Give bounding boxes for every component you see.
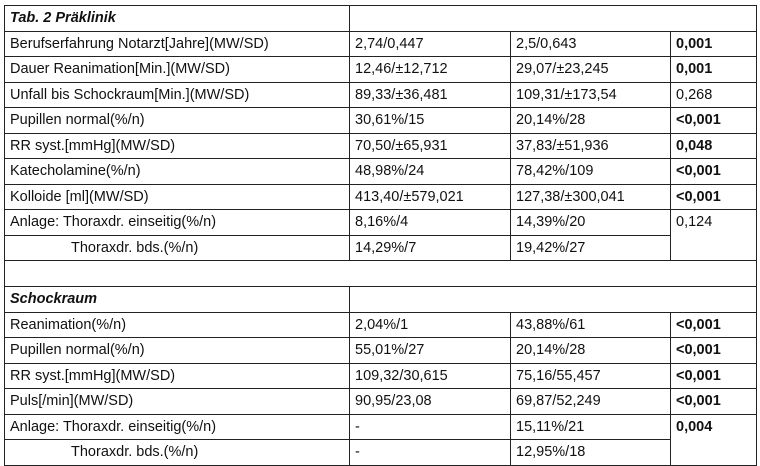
thorax-row-bilateral	[5, 440, 757, 466]
group1-value: 413,40/±579,021	[350, 184, 511, 210]
section-header-empty	[350, 6, 757, 32]
group1-value: 55,01%/27	[350, 338, 511, 364]
p-value: <0,001	[671, 159, 757, 185]
p-value: <0,001	[671, 389, 757, 415]
p-value: <0,001	[671, 338, 757, 364]
row-label: Kolloide [ml](MW/SD)	[5, 184, 350, 210]
group1-value: 48,98%/24	[350, 159, 511, 185]
group2-value: 14,39%/20	[511, 210, 671, 236]
group2-value: 20,14%/28	[511, 108, 671, 134]
table-row	[5, 133, 757, 159]
row-label: Dauer Reanimation[Min.](MW/SD)	[5, 57, 350, 83]
row-label: Puls[/min](MW/SD)	[5, 389, 350, 415]
table-row	[5, 82, 757, 108]
p-value: 0,004	[671, 414, 757, 465]
group1-value: -	[350, 440, 511, 466]
table-row	[5, 108, 757, 134]
table-row	[5, 31, 757, 57]
p-value: <0,001	[671, 108, 757, 134]
group2-value: 15,11%/21	[511, 414, 671, 440]
group1-value: 2,04%/1	[350, 312, 511, 338]
p-value: <0,001	[671, 363, 757, 389]
thorax-row-bilateral	[5, 235, 757, 261]
group1-value: 2,74/0,447	[350, 31, 511, 57]
table-row	[5, 338, 757, 364]
row-label: Pupillen normal(%/n)	[5, 338, 350, 364]
row-label: Pupillen normal(%/n)	[5, 108, 350, 134]
p-value: 0,268	[671, 82, 757, 108]
row-label: RR syst.[mmHg](MW/SD)	[5, 133, 350, 159]
section-header-row	[5, 287, 757, 313]
row-label: Katecholamine(%/n)	[5, 159, 350, 185]
group2-value: 20,14%/28	[511, 338, 671, 364]
p-value: <0,001	[671, 184, 757, 210]
group2-value: 43,88%/61	[511, 312, 671, 338]
p-value: 0,048	[671, 133, 757, 159]
group2-value: 127,38/±300,041	[511, 184, 671, 210]
row-label: Anlage: Thoraxdr. einseitig(%/n)	[5, 210, 350, 236]
thorax-row-unilateral	[5, 414, 757, 440]
spacer-cell	[5, 261, 757, 287]
p-value: <0,001	[671, 312, 757, 338]
p-value: 0,001	[671, 31, 757, 57]
group1-value: 12,46/±12,712	[350, 57, 511, 83]
group1-value: 8,16%/4	[350, 210, 511, 236]
row-label: Thoraxdr. bds.(%/n)	[5, 235, 350, 261]
group1-value: 90,95/23,08	[350, 389, 511, 415]
p-value: 0,001	[671, 57, 757, 83]
section-header-row	[5, 6, 757, 32]
thorax-row-unilateral	[5, 210, 757, 236]
group2-value: 78,42%/109	[511, 159, 671, 185]
group1-value: 89,33/±36,481	[350, 82, 511, 108]
table-row	[5, 363, 757, 389]
row-label: RR syst.[mmHg](MW/SD)	[5, 363, 350, 389]
spacer-row	[5, 261, 757, 287]
table-row	[5, 184, 757, 210]
group2-value: 75,16/55,457	[511, 363, 671, 389]
row-label: Thoraxdr. bds.(%/n)	[5, 440, 350, 466]
table-row	[5, 159, 757, 185]
table-row	[5, 312, 757, 338]
row-label: Unfall bis Schockraum[Min.](MW/SD)	[5, 82, 350, 108]
group2-value: 19,42%/27	[511, 235, 671, 261]
group2-value: 12,95%/18	[511, 440, 671, 466]
row-label: Reanimation(%/n)	[5, 312, 350, 338]
group1-value: 14,29%/7	[350, 235, 511, 261]
table-row	[5, 389, 757, 415]
group2-value: 2,5/0,643	[511, 31, 671, 57]
row-label: Berufserfahrung Notarzt[Jahre](MW/SD)	[5, 31, 350, 57]
section-header-empty	[350, 287, 757, 313]
group2-value: 109,31/±173,54	[511, 82, 671, 108]
group1-value: -	[350, 414, 511, 440]
group2-value: 69,87/52,249	[511, 389, 671, 415]
group1-value: 70,50/±65,931	[350, 133, 511, 159]
table-row	[5, 57, 757, 83]
section-title: Tab. 2 Präklinik	[5, 6, 350, 32]
row-label: Anlage: Thoraxdr. einseitig(%/n)	[5, 414, 350, 440]
group2-value: 37,83/±51,936	[511, 133, 671, 159]
section-title: Schockraum	[5, 287, 350, 313]
p-value: 0,124	[671, 210, 757, 261]
group2-value: 29,07/±23,245	[511, 57, 671, 83]
results-table	[4, 5, 757, 466]
group1-value: 109,32/30,615	[350, 363, 511, 389]
group1-value: 30,61%/15	[350, 108, 511, 134]
